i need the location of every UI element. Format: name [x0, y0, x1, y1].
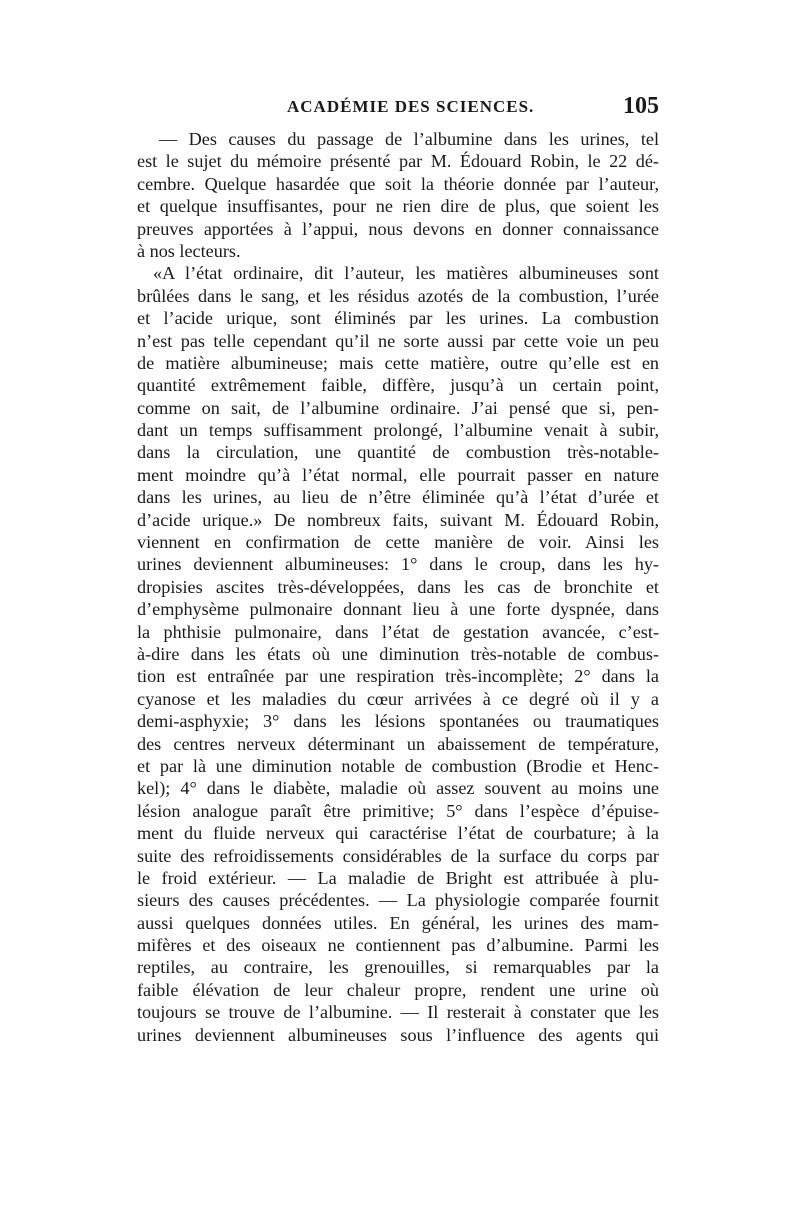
text-line: n’est pas telle cependant qu’il ne sorte aussi par cette voie un peu: [137, 330, 659, 351]
text-line: demi-asphyxie; 3° dans les lésions spontanées ou traumatiques: [137, 711, 659, 732]
text-line: comme on sait, de l’albumine ordinaire. J’ai pensé que si, pen-: [137, 397, 659, 418]
text-line: toujours se trouve de l’albumine. — Il resterait à constater que les: [137, 1002, 659, 1023]
text-line: — Des causes du passage de l’albumine dans les urines, tel: [159, 129, 659, 149]
text-line: mifères et des oiseaux ne contiennent pas d’albumine. Parmi les: [137, 935, 659, 956]
text-line: faible élévation de leur chaleur propre, rendent une urine où: [137, 979, 659, 1000]
text-line: tion est entraînée par une respiration très-incomplète; 2° dans la: [137, 666, 659, 687]
text-line: brûlées dans le sang, et les résidus azotés de la combustion, l’urée: [137, 285, 659, 306]
text-line: viennent en confirmation de cette manière de voir. Ainsi les: [137, 532, 659, 553]
text-line: dans les urines, au lieu de n’être éliminée qu’à l’état d’urée et: [137, 487, 659, 508]
text-line: dans la circulation, une quantité de combustion très-notable-: [137, 442, 659, 463]
body-text: [137, 128, 659, 1046]
text-line: «A l’état ordinaire, dit l’auteur, les matières albumineuses sont: [153, 263, 659, 284]
text-line: et par là une diminution notable de combustion (Brodie et Henc-: [137, 755, 659, 776]
text-line: dant un temps suffisamment prolongé, l’albumine venait à subir,: [137, 420, 659, 441]
text-line: ment du fluide nerveux qui caractérise l’état de courbature; à la: [137, 823, 659, 844]
text-line: ment moindre qu’à l’état normal, elle pourrait passer en nature: [137, 464, 659, 485]
text-line: sieurs des causes précédentes. — La physiologie comparée fournit: [137, 890, 659, 911]
text-line: lésion analogue paraît être primitive; 5° dans l’espèce d’épuise-: [137, 800, 659, 821]
text-line: d’emphysème pulmonaire donnant lieu à une forte dyspnée, dans: [137, 599, 659, 620]
text-line: de matière albumineuse; mais cette matière, outre qu’elle est en: [137, 352, 659, 373]
text-line: urines deviennent albumineuses: 1° dans le croup, dans les hy-: [137, 554, 659, 575]
text-line: preuves apportées à l’appui, nous devons en donner connaissance: [137, 218, 659, 239]
text-line: d’acide urique.» De nombreux faits, suivant M. Édouard Robin,: [137, 509, 659, 530]
text-line: dropisies ascites très-développées, dans les cas de bronchite et: [137, 576, 659, 597]
text-line: reptiles, au contraire, les grenouilles, si remarquables par la: [137, 957, 659, 978]
text-line: cyanose et les maladies du cœur arrivées à ce degré où il y a: [137, 688, 659, 709]
text-line: la phthisie pulmonaire, dans l’état de gestation avancée, c’est-: [137, 621, 659, 642]
text-line: est le sujet du mémoire présenté par M. Édouard Robin, le 22 dé-: [137, 151, 659, 172]
page-number: 105: [623, 93, 659, 119]
text-line: aussi quelques données utiles. En général, les urines des mam-: [137, 912, 659, 933]
running-header: [137, 93, 659, 123]
text-line: à-dire dans les états où une diminution très-notable de combus-: [137, 643, 659, 664]
running-title: ACADÉMIE DES SCIENCES.: [287, 97, 535, 116]
text-line: kel); 4° dans le diabète, maladie où assez souvent au moins une: [137, 778, 659, 799]
text-line: suite des refroidissements considérables de la surface du corps par: [137, 845, 659, 866]
text-line: et l’acide urique, sont éliminés par les urines. La combustion: [137, 308, 659, 329]
text-line: urines deviennent albumineuses sous l’influence des agents qui: [137, 1024, 659, 1045]
text-line: à nos lecteurs.: [137, 240, 241, 261]
text-line: le froid extérieur. — La maladie de Bright est attribuée à plu-: [137, 867, 659, 888]
text-line: des centres nerveux déterminant un abaissement de température,: [137, 733, 659, 754]
text-line: cembre. Quelque hasardée que soit la théorie donnée par l’auteur,: [137, 173, 659, 194]
text-line: quantité extrêmement faible, diffère, jusqu’à un certain point,: [137, 375, 659, 396]
text-line: et quelque insuffisantes, pour ne rien dire de plus, que soient les: [137, 196, 659, 217]
